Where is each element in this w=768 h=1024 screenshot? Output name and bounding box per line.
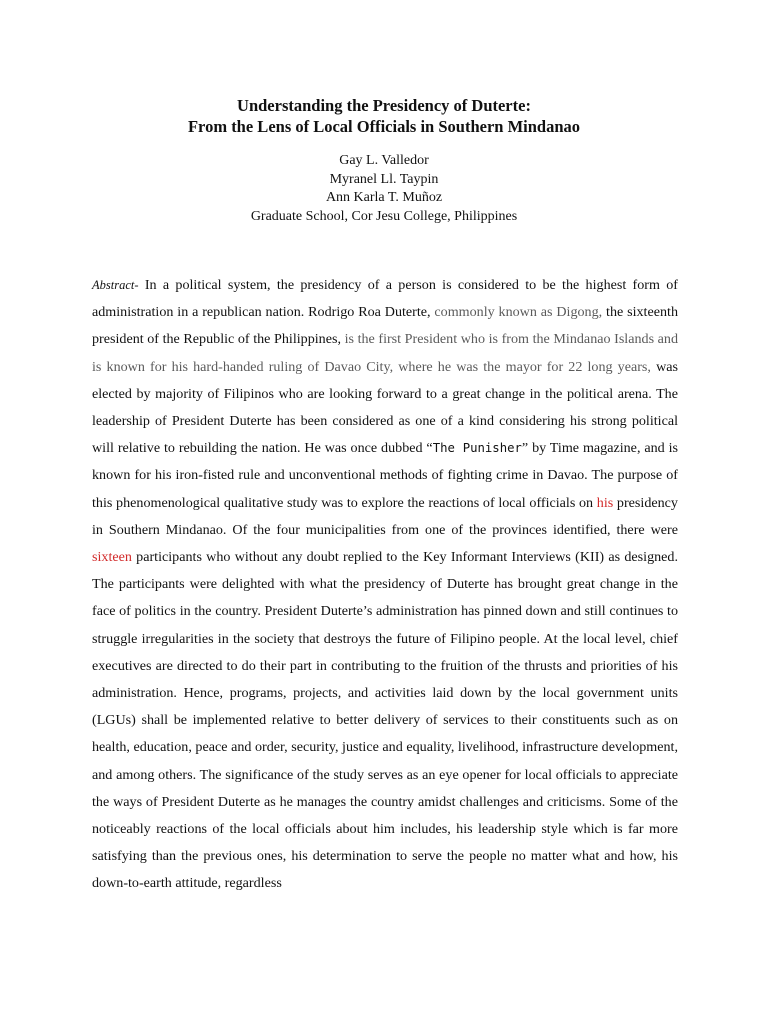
title-line-2: From the Lens of Local Officials in Southern Mindanao xyxy=(187,117,581,136)
abstract-text: presidency in Southern Mindanao. Of the four municipalities from one of the provinces identified, there were xyxy=(92,494,678,538)
abstract-text: ” by Time magazine, and is known for his iron-fisted rule and unconventional methods of fighting crime in Davao. The purpose of this phenomenological qualitative study was to explore the reactions of local officials on xyxy=(92,440,679,511)
abstract-text: was elected by majority of Filipinos who are looking forward to a great change in the political arena. The leadership of President Duterte has been considered as one of a kind considering his strong political will relative to rebuilding the nation. He was once dubbed “ xyxy=(92,358,678,457)
abstract-text: participants who without any doubt replied to the Key Informant Interviews (KII) as designed. The participants were delighted with what the presidency of Duterte has brought great change in the face of politics in the country. President Duterte’s administration has pinned down and still continues to struggle irregularities in the society that destroys the future of Filipino people. At the local level, chief executives are directed to do their part in contributing to the fruition of the thrusts and priorities of his administration. Hence, programs, projects, and activities laid down by the local government units (LGUs) shall be implemented relative to better delivery of services to their constituents such as on health, education, peace and order, security, justice and equality, livelihood, infrastructure development, and among others. The significance of the study serves as an eye opener for local officials to appreciate the ways of President Duterte as he manages the country amidst challenges and criticisms. Some of the noticeably reactions of the local officials about him includes, his leadership style which is far more satisfying than the previous ones, his determination to serve the people no matter what and how, his down-to-earth attitude, regardless xyxy=(92,549,678,892)
abstract-text: In a political system, the presidency of a person is considered to be the highest form of administration in a republican nation. Rodrigo Roa Duterte, xyxy=(92,277,678,321)
author-affiliation: Graduate School, Cor Jesu College, Philippines xyxy=(250,208,518,224)
abstract-label: Abstract- xyxy=(92,278,139,292)
paper-title xyxy=(0,95,768,137)
abstract-text-nickname: The Punisher xyxy=(432,441,522,456)
abstract-text-highlight: commonly known as Digong, xyxy=(434,304,603,321)
abstract-text-highlight: is the first President who is from the Mindanao Islands and is known for his hard-handed ruling of Davao City, where he was the mayor for 22 long years, xyxy=(92,331,679,375)
author-name: Myranel Ll. Taypin xyxy=(329,171,439,187)
author-name: Gay L. Valledor xyxy=(339,153,429,168)
abstract-text: the sixteenth president of the Republic of the Philippines, xyxy=(92,304,678,348)
abstract-paragraph xyxy=(92,272,678,898)
author-block xyxy=(0,152,768,226)
author-name: Ann Karla T. Muñoz xyxy=(325,190,443,205)
abstract-text-red: sixteen xyxy=(92,549,132,566)
abstract-text-red: his xyxy=(596,494,614,511)
title-line-1: Understanding the Presidency of Duterte: xyxy=(237,96,531,115)
